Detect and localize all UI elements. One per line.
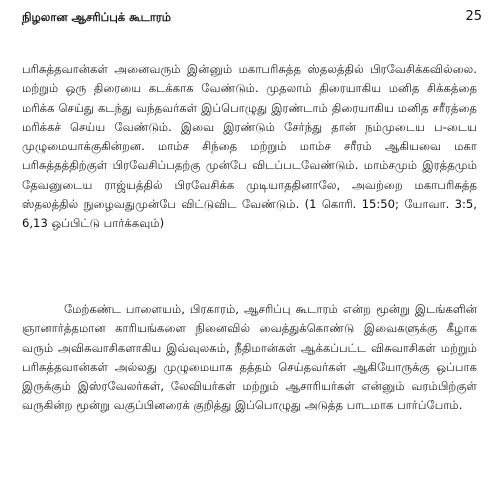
page-number: 25 xyxy=(465,9,482,24)
paragraph-1: பரிசுத்தவான்கள் அனைவரும் இன்னும் மகாபரிசுத்த ஸ்தலத்தில் பிரவேசிக்கவில்லை. மற்றும் ஒரு திரையை கடக்காக வேண்டும். முதலாம் திரையாகிய மனித சிக்கத்தை மரிக்க செய்து கடந்து வந்தவர்கள் இப்பொழுது இரண்டாம் திரையாகிய மனித சரீரத்தை மரிக்கச் செய்ய வேண்டும். இவை இரண்டும் சேர்ந்து தான் நம்முடைய ப-டைய முழுமையாக்குகின்றன. மாம்ச சிந்தை மற்றும் மாம்ச சரீரம் ஆகியவை மகா பரிசுத்தத்திற்குள் பிரவேசிப்பதற்கு முன்பே விடப்படவேண்டும். மாம்சமும் இரத்தமும் தேவனுடைய ராஜ்யத்தில் பிரவேசிக்க முடியாததினாலே, அவற்றை மகாபரிசுத்த ஸ்தலத்தில் நுழைவதுமுன்பே விட்டுவிட வேண்டும். (1 கொரி. 15:50; யோவா. 3:5, 6,13 ஒப்பிட்டு பார்க்கவும்) xyxy=(22,62,477,231)
paragraph-2: மேற்கண்ட பாளையம், பிரகாரம், ஆசரிப்பு கூடாரம் என்ற மூன்று இடங்களின் ஞானார்த்தமான காரியங்களை நினைவில் வைத்துக்கொண்டு இவைகளுக்கு கீழாக வரும் அவிசுவாசிகளாகிய இவ்வுலகம், நீதிமான்கள் ஆக்கப்பட்ட விசுவாசிகள் மற்றும் பரிசுத்தவான்கள் அல்லது முழுமையாக தத்தம் செய்தவர்கள் ஆகியோருக்கு ஒப்பாக இருக்கும் இஸ்ரவேலர்கள், லேவியர்கள் மற்றும் ஆசாரியர்கள் என்னும் வரம்பிற்குள் வருகின்ற மூன்று வகுப்பினரைக் குறித்து இப்பொழுது அடுத்த பாடமாக பார்ப்போம். xyxy=(22,302,477,413)
running-head-title: நிழலான ஆசரிப்புக் கூடாரம் xyxy=(22,10,172,24)
